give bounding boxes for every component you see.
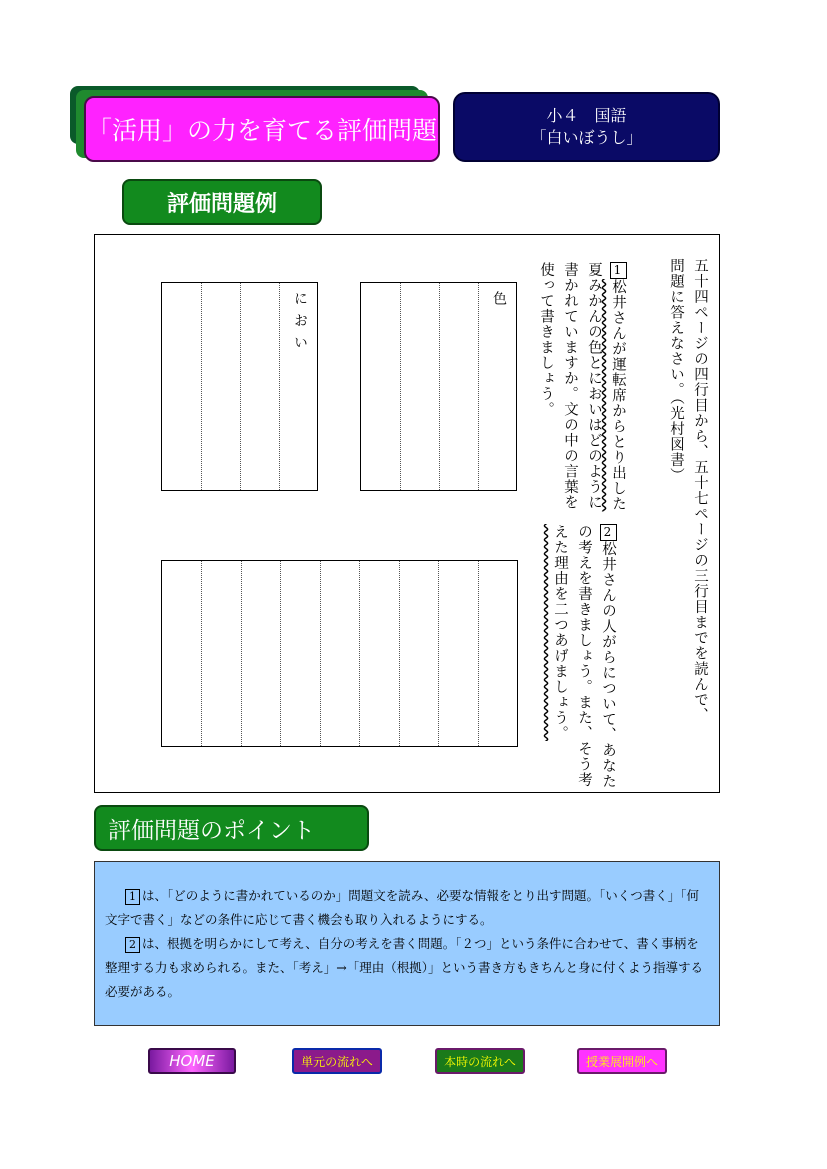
grid-label-smell: におい	[292, 291, 308, 357]
point-2: 2 は、根拠を明らかにして考え、自分の考えを書く問題。「２つ」という条件に合わせて、書く事柄を整理する力も求められる。また、「考え」→「理由（根拠）」という書き方もきちんと身に付くよう指導する必要がある。	[105, 936, 703, 999]
question-2: 2松井さんの人がらについて、あなた の考えを書きましょう。また、そう考 えた理由を二つあげましょう。	[552, 524, 616, 789]
grid-line	[478, 283, 479, 490]
grid-line	[240, 283, 241, 490]
answer-grid-q2[interactable]	[161, 560, 518, 747]
grid-label-color: 色	[491, 291, 507, 313]
grid-line	[320, 561, 321, 746]
points-box	[94, 861, 720, 1026]
unit-flow-button[interactable]: 単元の流れへ	[292, 1048, 382, 1074]
point-number-2: 2	[125, 937, 140, 953]
question-number-1: 1	[610, 262, 627, 279]
answer-grid-color[interactable]	[360, 282, 517, 491]
lesson-example-button[interactable]: 授業展開例へ	[577, 1048, 667, 1074]
point-number-1: 1	[125, 889, 140, 905]
answer-grid-smell[interactable]	[161, 282, 318, 491]
grid-line	[439, 283, 440, 490]
grid-line	[279, 283, 280, 490]
points-section-title: 評価問題のポイント	[94, 805, 369, 851]
home-button[interactable]: HOME	[148, 1048, 236, 1074]
instruction-text: 五十四ページの四行目から、五十七ページの三行目までを読んで、 問題に答えなさい。（光村図書）	[668, 258, 708, 723]
grid-line	[438, 561, 439, 746]
subject-box	[453, 92, 720, 162]
grid-line	[399, 561, 400, 746]
grid-line	[359, 561, 360, 746]
grid-line	[241, 561, 242, 746]
point-1: 1 は、「どのように書かれているのか」問題文を読み、必要な情報をとり出す問題。「いくつ書く」「何文字で書く」などの条件に応じて書く機会も取り入れるようにする。	[105, 888, 700, 927]
question-number-2: 2	[600, 524, 617, 541]
grid-line	[280, 561, 281, 746]
grid-line	[400, 283, 401, 490]
grid-line	[201, 561, 202, 746]
grid-line	[478, 561, 479, 746]
grade-subject: 小４ 国語	[546, 106, 627, 125]
page-title: 「活用」の力を育てる評価問題	[84, 96, 440, 162]
question-1: 1松井さんが運転席からとり出した 夏みかんの色とにおいはどのように 書かれていますか。文の中の言葉を 使って書きましょう。	[538, 262, 626, 512]
example-section-title: 評価問題例	[122, 179, 322, 225]
lesson-flow-button[interactable]: 本時の流れへ	[435, 1048, 525, 1074]
grid-line	[201, 283, 202, 490]
unit-title: 「白いぼうし」	[530, 128, 643, 147]
